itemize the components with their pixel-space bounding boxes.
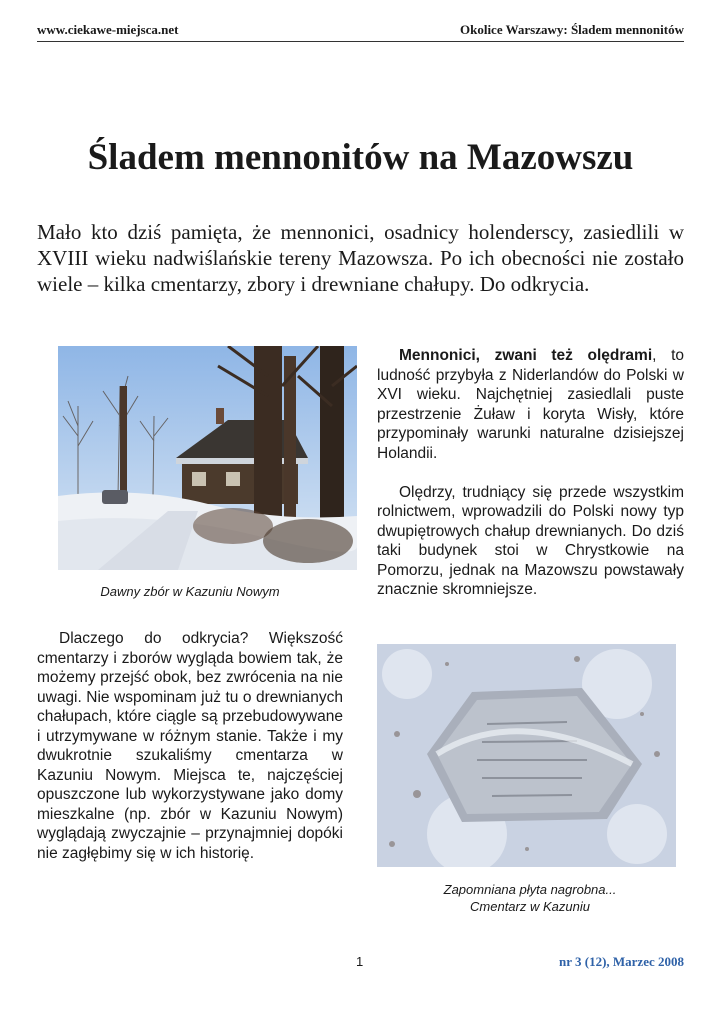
article-lead: Mało kto dziś pamięta, że mennonici, osadnicy holenderscy, zasiedlili w XVIII wieku nadwiślańskie tereny Mazowsza. Po ich obecności nie zostało wiele – kilka cmentarzy, zbory i drewniane chałupy. Do odkrycia. xyxy=(37,220,684,296)
paragraph-rest: , to ludność przybyła z Niderlandów do Polski w XVI wieku. Najchętniej zasiedlali puste przestrzenie Żuław i koryta Wisły, które przypominały warunki naturalne dzisiejszej Holandii. xyxy=(377,347,684,462)
paragraph: Dlaczego do odkrycia? Większość cmentarzy i zborów wygląda bowiem tak, że możemy przejść obok, bez zwrócenia na nie uwagi. Nie wspominam już tu o drewnianych chałupach, które ciągle są przebudowywane i utrzymywane w różnym stanie. Także i my dwukrotnie szukaliśmy cmentarza w Kazuniu Nowym. Miejsca te, najczęściej opuszczone lub wykorzystywane jako domy mieszkalne (np. zbór w Kazuniu Nowym) wyglądają zwyczajnie – przynajmniej dopóki nie zagłębimy się w ich historię. xyxy=(37,630,343,862)
photo-gravestone xyxy=(377,644,676,867)
paragraph xyxy=(377,346,684,463)
paragraph: Olędrzy, trudniący się przede wszystkim rolnictwem, wprowadzili do Polski nowy typ dwupiętrowych chałup drewnianych. Do dziś taki budynek stoi w Chrystkowie na Pomorzu, jednak na Mazowszu powstawały znacznie skromniejsze. xyxy=(377,483,684,598)
section-title: Okolice Warszawy: Śladem mennonitów xyxy=(459,22,684,37)
page-number: 1 xyxy=(356,954,364,969)
article-title: Śladem mennonitów na Mazowszu xyxy=(87,137,634,178)
caption-line: Cmentarz w Kazuniu xyxy=(470,899,590,914)
emphasis: Mennonici, zwani też olędrami xyxy=(399,347,653,364)
photo-wooden-house xyxy=(58,346,357,570)
issue-label: nr 3 (12), Marzec 2008 xyxy=(558,954,684,969)
photo-caption-house: Dawny zbór w Kazuniu Nowym xyxy=(100,584,280,599)
photo-caption-gravestone xyxy=(380,881,680,915)
right-column-text xyxy=(377,346,684,600)
caption-line: Zapomniana płyta nagrobna... xyxy=(443,882,617,897)
left-column-text xyxy=(37,629,343,863)
header-divider xyxy=(37,41,684,42)
site-url: www.ciekawe-miejsca.net xyxy=(37,22,179,37)
